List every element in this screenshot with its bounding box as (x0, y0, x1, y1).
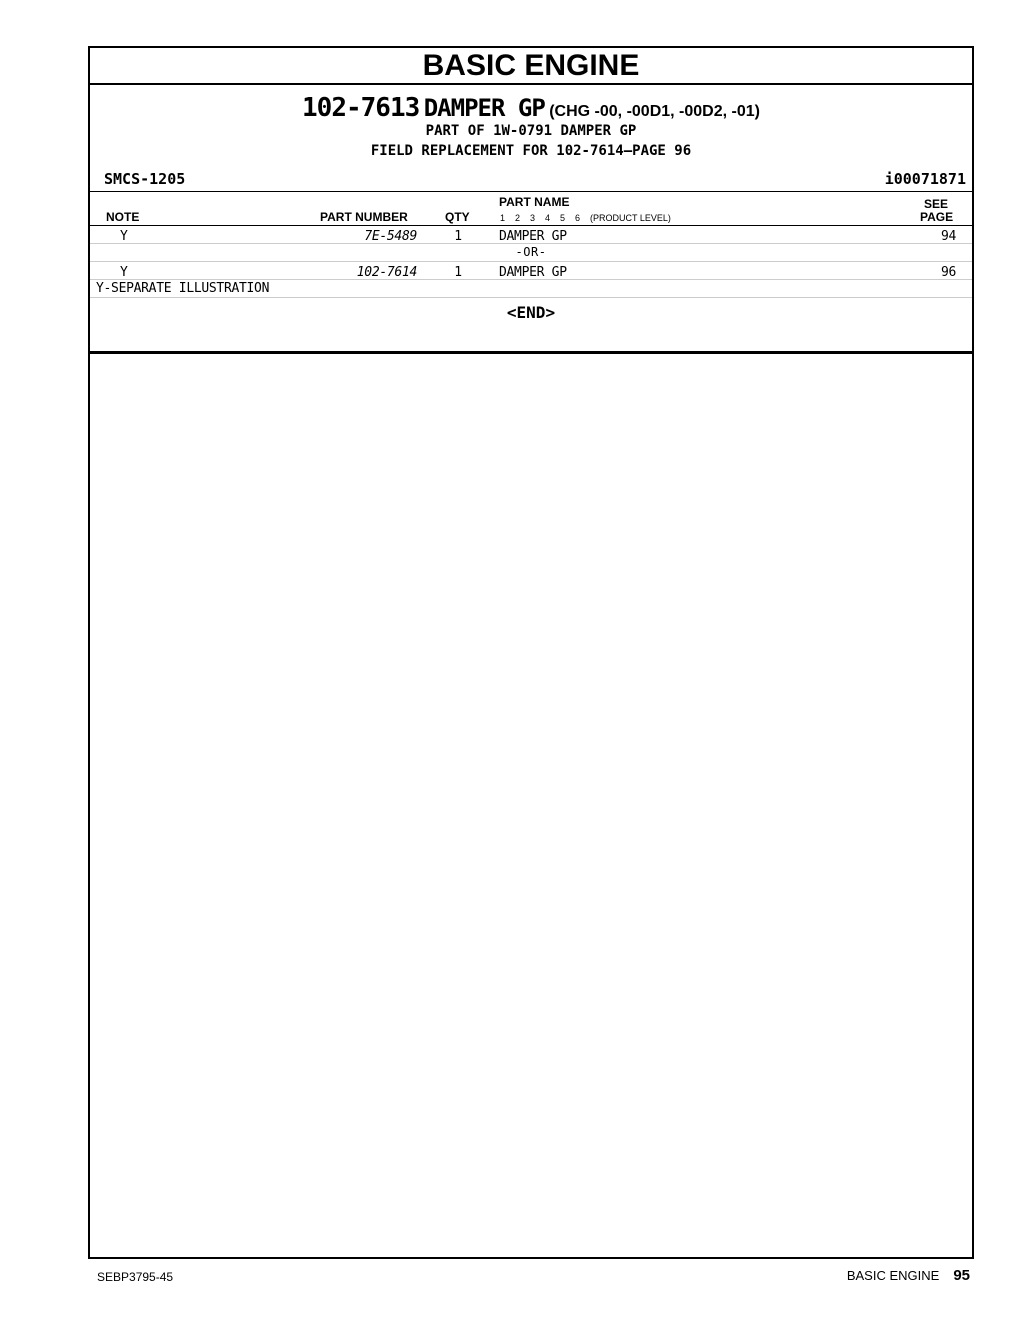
row-divider (90, 243, 972, 244)
row-part-name: DAMPER GP (499, 265, 567, 280)
row-part-number: 102-7614 (356, 265, 417, 280)
row-qty: 1 (454, 265, 462, 280)
col-part-number: PART NUMBER (320, 210, 408, 224)
illustration-id: i00071871 (884, 170, 966, 188)
note-legend: Y-SEPARATE ILLUSTRATION (96, 281, 270, 296)
section-title: BASIC ENGINE (90, 48, 972, 85)
col-qty: QTY (445, 210, 470, 224)
row-note: Y (120, 229, 128, 244)
col-see: SEE (924, 197, 949, 211)
footer-page-number: 95 (953, 1267, 970, 1284)
column-rule (90, 225, 972, 226)
col-note: NOTE (106, 210, 140, 224)
end-marker: <END> (506, 303, 556, 322)
header-rule (90, 191, 972, 192)
or-separator: -OR- (515, 245, 547, 259)
part-of-line: PART OF 1W-0791 DAMPER GP (425, 123, 637, 139)
group-name: DAMPER GP (423, 94, 545, 122)
group-change-levels: (CHG -00, -00D1, -00D2, -01) (549, 103, 760, 120)
footer-section (847, 1267, 970, 1284)
field-replacement-line: FIELD REPLACEMENT FOR 102-7614—PAGE 96 (370, 143, 692, 159)
col-page: PAGE (920, 210, 954, 224)
smcs-code: SMCS-1205 (104, 170, 186, 188)
row-page: 96 (940, 265, 956, 280)
row-divider (90, 279, 972, 280)
page-frame (88, 46, 974, 1259)
footer-section-name: BASIC ENGINE (846, 1268, 940, 1283)
row-note: Y (120, 265, 128, 280)
row-part-number: 7E-5489 (364, 229, 417, 244)
row-qty: 1 (454, 229, 462, 244)
row-divider (90, 261, 972, 262)
product-levels: 1 2 3 4 5 6 (PRODUCT LEVEL) (500, 213, 671, 223)
group-heading (90, 93, 972, 123)
footer-doc-id: SEBP3795-45 (97, 1270, 174, 1284)
row-divider (90, 297, 972, 298)
group-number: 102-7613 (302, 93, 420, 123)
row-page: 94 (940, 229, 956, 244)
parts-group-block (90, 85, 972, 354)
col-part-name: PART NAME (499, 195, 570, 209)
row-part-name: DAMPER GP (499, 229, 567, 244)
